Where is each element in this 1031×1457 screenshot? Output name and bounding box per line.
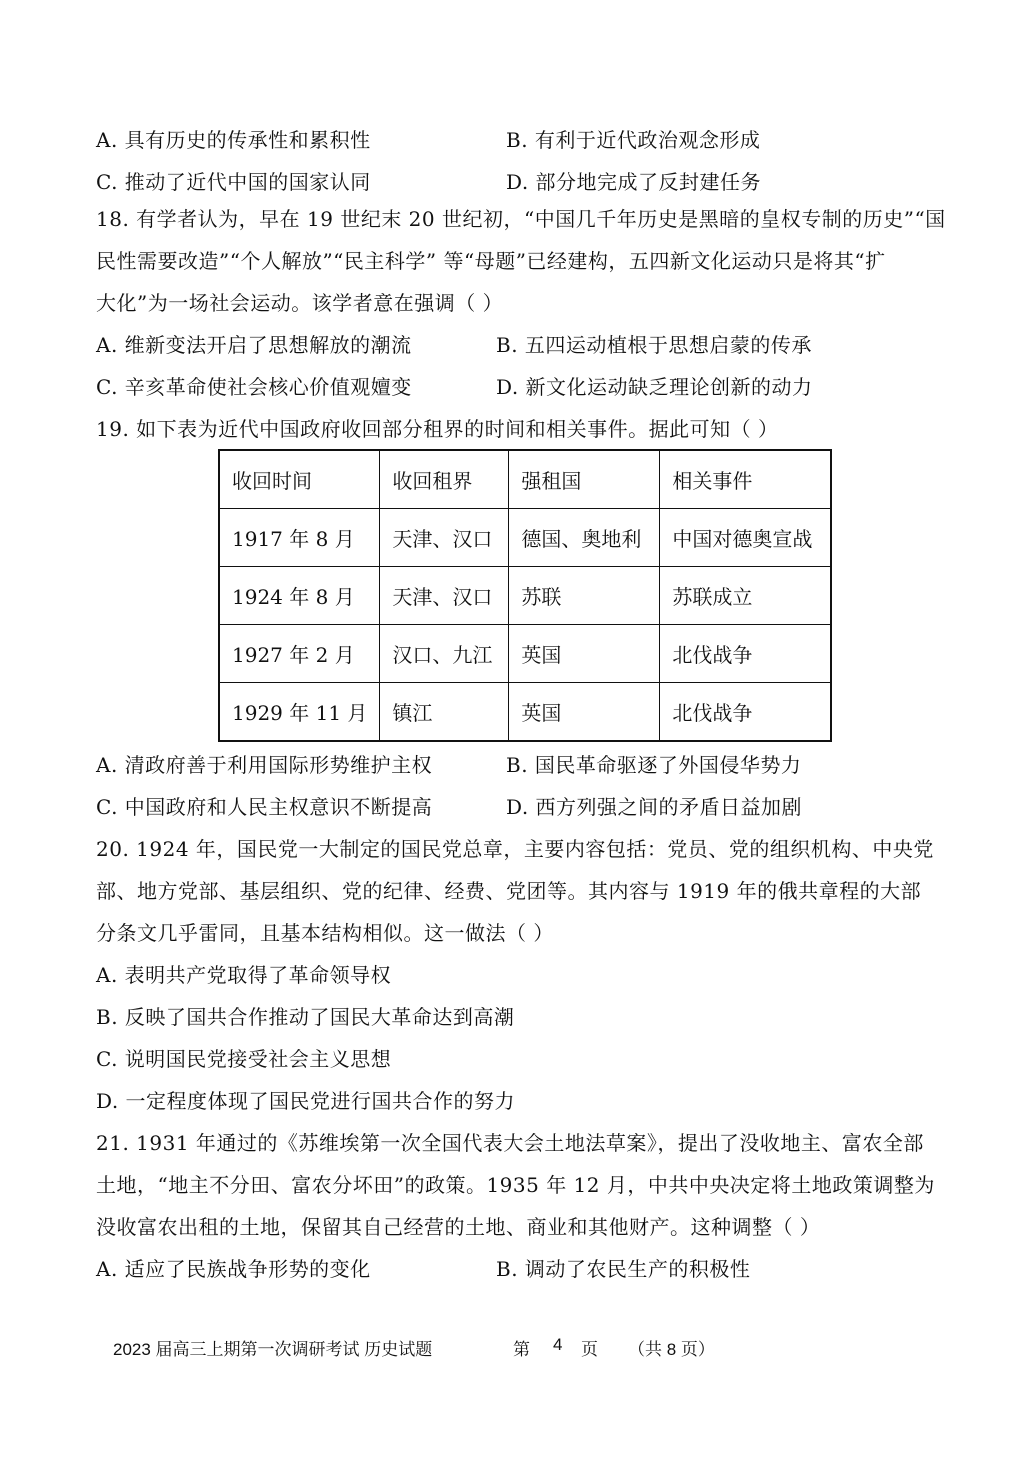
q20-option-b: B. 反映了国共合作推动了国民大革命达到高潮	[96, 1005, 515, 1029]
table-header: 收回租界	[380, 450, 509, 509]
table-row	[219, 683, 831, 742]
q20-stem-line2: 部、地方党部、基层组织、党的纪律、经费、党团等。其内容与 1919 年的俄共章程的大部	[96, 879, 922, 903]
page-suffix: 页	[581, 1340, 598, 1359]
q18-stem-line3: 大化”为一场社会运动。该学者意在强调（ ）	[96, 291, 504, 315]
table-row	[219, 509, 831, 567]
table-cell: 德国、奥地利	[509, 509, 660, 567]
q20-option-a: A. 表明共产党取得了革命领导权	[96, 963, 392, 987]
q18-stem-line2: 民性需要改造”“个人解放”“民主科学” 等“母题”已经建构，五四新文化运动只是将其“扩	[96, 249, 886, 273]
page-prefix: 第	[513, 1340, 530, 1359]
q21-stem-line1: 21. 1931 年通过的《苏维埃第一次全国代表大会土地法草案》，提出了没收地主、富农全部	[96, 1131, 924, 1155]
q17-option-a: A. 具有历史的传承性和累积性	[96, 128, 371, 152]
table-header: 收回时间	[219, 450, 380, 509]
exam-title: 2023 届高三上期第一次调研考试 历史试题	[113, 1340, 433, 1359]
page-total: （共 8 页）	[628, 1340, 715, 1359]
table-header-row	[219, 450, 831, 509]
q17-option-c: C. 推动了近代中国的国家认同	[96, 170, 371, 194]
q19-stem: 19. 如下表为近代中国政府收回部分租界的时间和相关事件。据此可知（ ）	[96, 417, 779, 441]
table-cell: 天津、汉口	[380, 567, 509, 625]
q20-stem-line3: 分条文几乎雷同，且基本结构相似。这一做法（ ）	[96, 921, 554, 945]
concession-table	[218, 449, 832, 742]
q21-option-b: B. 调动了农民生产的积极性	[496, 1257, 751, 1281]
table-cell: 北伐战争	[660, 683, 832, 742]
table-cell: 苏联	[509, 567, 660, 625]
table-cell: 英国	[509, 683, 660, 742]
table-cell: 中国对德奥宣战	[660, 509, 832, 567]
q18-option-b: B. 五四运动植根于思想启蒙的传承	[496, 333, 812, 357]
q21-stem-line2: 土地，“地主不分田、富农分坏田”的政策。1935 年 12 月，中共中央决定将土地政策调整为	[96, 1173, 935, 1197]
q20-stem-line1: 20. 1924 年，国民党一大制定的国民党总章，主要内容包括：党员、党的组织机构、中央党	[96, 837, 934, 861]
table-cell: 1927 年 2 月	[219, 625, 380, 683]
table-cell: 天津、汉口	[380, 509, 509, 567]
table-cell: 北伐战争	[660, 625, 832, 683]
table-cell: 汉口、九江	[380, 625, 509, 683]
q19-option-b: B. 国民革命驱逐了外国侵华势力	[506, 753, 802, 777]
q18-stem-line1: 18. 有学者认为，早在 19 世纪末 20 世纪初，“中国几千年历史是黑暗的皇权专制的历史”“国	[96, 207, 946, 231]
table-row	[219, 625, 831, 683]
table-cell: 苏联成立	[660, 567, 832, 625]
q21-option-a: A. 适应了民族战争形势的变化	[96, 1257, 371, 1281]
q17-option-d: D. 部分地完成了反封建任务	[506, 170, 762, 194]
q19-option-a: A. 清政府善于利用国际形势维护主权	[96, 753, 433, 777]
q20-option-d: D. 一定程度体现了国民党进行国共合作的努力	[96, 1089, 516, 1113]
page-number: 4	[553, 1335, 563, 1354]
q18-option-a: A. 维新变法开启了思想解放的潮流	[96, 333, 412, 357]
q19-option-c: C. 中国政府和人民主权意识不断提高	[96, 795, 433, 819]
q20-option-c: C. 说明国民党接受社会主义思想	[96, 1047, 392, 1071]
table-row	[219, 567, 831, 625]
q19-option-d: D. 西方列强之间的矛盾日益加剧	[506, 795, 803, 819]
table-header: 强租国	[509, 450, 660, 509]
table-cell: 1917 年 8 月	[219, 509, 380, 567]
q17-option-b: B. 有利于近代政治观念形成	[506, 128, 761, 152]
q18-option-d: D. 新文化运动缺乏理论创新的动力	[496, 375, 813, 399]
table-header: 相关事件	[660, 450, 832, 509]
q21-stem-line3: 没收富农出租的土地，保留其自己经营的土地、商业和其他财产。这种调整（ ）	[96, 1215, 821, 1239]
table-cell: 1929 年 11 月	[219, 683, 380, 742]
table-cell: 1924 年 8 月	[219, 567, 380, 625]
table-cell: 镇江	[380, 683, 509, 742]
table-cell: 英国	[509, 625, 660, 683]
q18-option-c: C. 辛亥革命使社会核心价值观嬗变	[96, 375, 412, 399]
